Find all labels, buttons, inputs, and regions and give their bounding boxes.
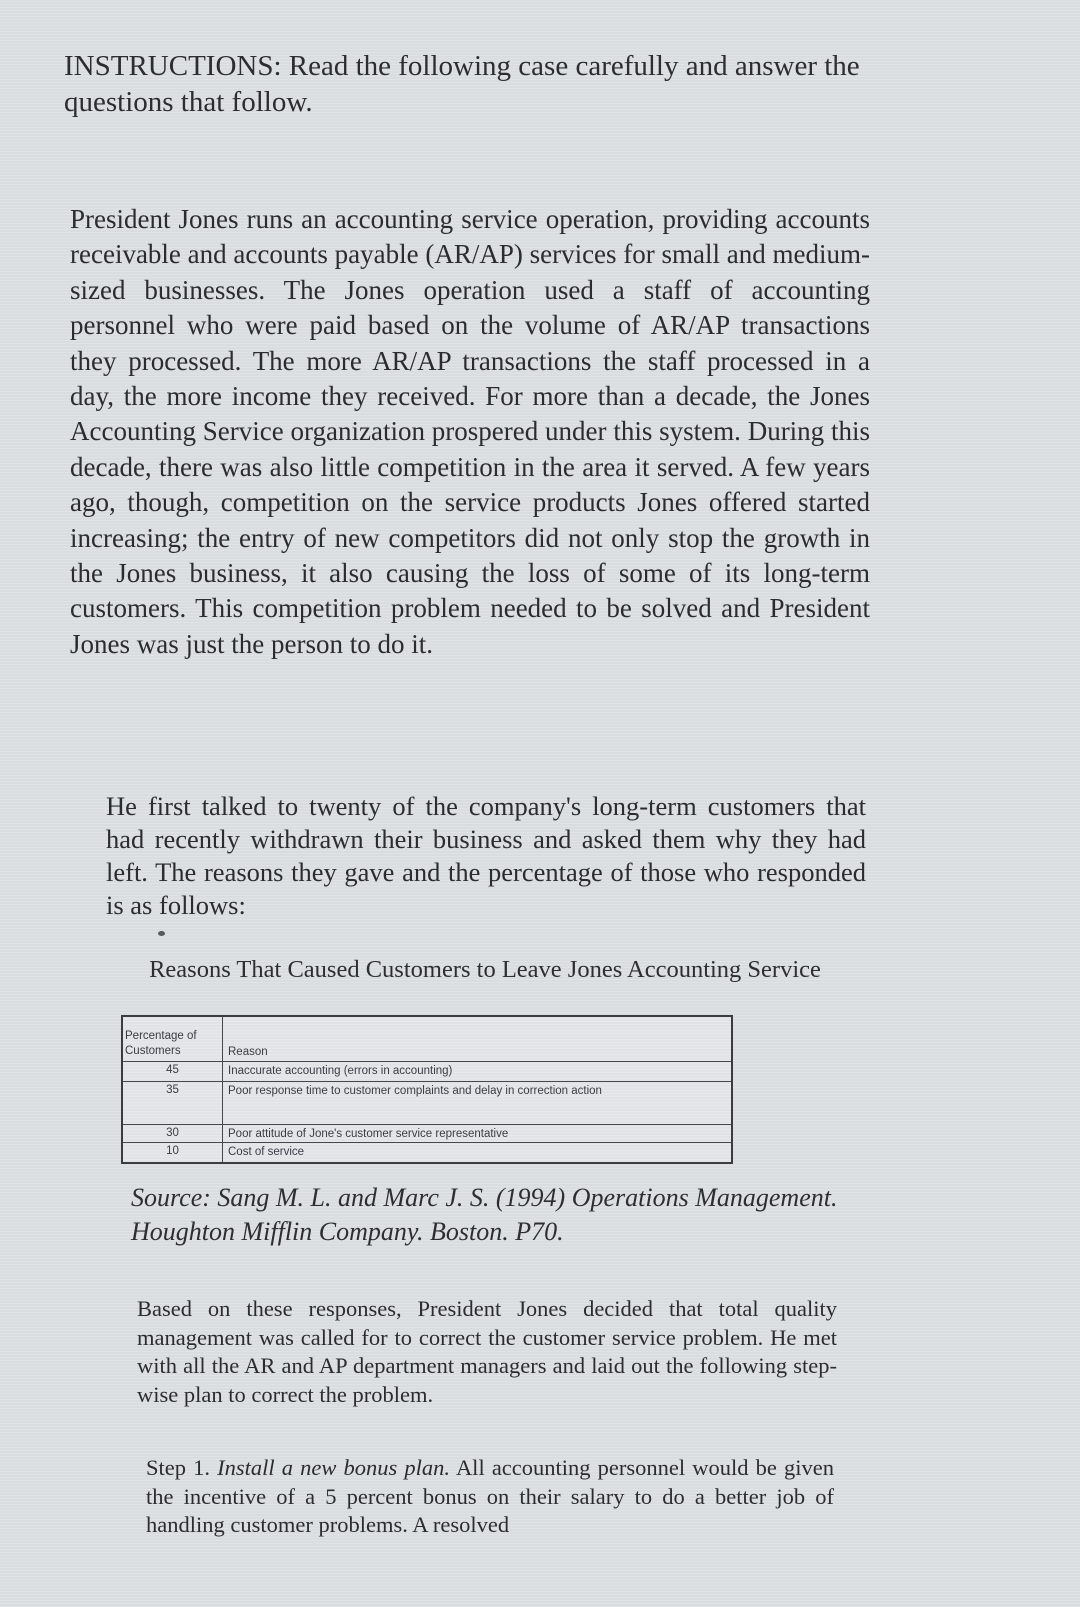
table-title: Reasons That Caused Customers to Leave Jones Accounting Service <box>149 956 821 983</box>
header-percentage: Percentage of Customers <box>123 1017 223 1061</box>
source-citation: Source: Sang M. L. and Marc J. S. (1994) Operations Management. Houghton Mifflin Company. Boston. P70. <box>131 1183 838 1246</box>
case-paragraph-1: President Jones runs an accounting service operation, providing accounts receivable and accounts payable (AR/AP) services for small and medium-sized businesses. The Jones operation used a staff of accounting personnel who were paid based on the volume of AR/AP transactions they processed. The more AR/AP transactions the staff processed in a day, the more income they received. For more than a decade, the Jones Accounting Service organization prospered under this system. During this decade, there was also little competition in the area it served. A few years ago, though, competition on the service products Jones offered started increasing; the entry of new competitors did not only stop the growth in the Jones business, it also causing the loss of some of its long-term customers. This competition problem needed to be solved and President Jones was just the person to do it. <box>70 204 870 659</box>
row-reason: Inaccurate accounting (errors in accounting) <box>228 1065 453 1077</box>
row-reason: Cost of service <box>228 1146 305 1158</box>
step-1-label: Step 1. <box>146 1455 211 1480</box>
row-percentage: 30 <box>123 1125 223 1142</box>
instructions-heading: INSTRUCTIONS: Read the following case carefully and answer the questions that follow. <box>64 50 860 118</box>
speck-mark <box>158 931 165 936</box>
row-percentage: 45 <box>123 1062 223 1081</box>
table-header-row <box>123 1017 731 1061</box>
row-reason: Poor attitude of Jone's customer service representative <box>228 1128 509 1140</box>
table-row <box>123 1124 731 1142</box>
row-percentage: 10 <box>123 1143 223 1162</box>
table-row <box>123 1142 731 1162</box>
step-1-title: Install a new bonus plan. <box>217 1455 451 1480</box>
case-paragraph-3: Based on these responses, President Jones decided that total quality management was called for to correct the customer service problem. He met with all the AR and AP department managers and laid out the following step-wise plan to correct the problem. <box>137 1296 837 1407</box>
step-1-text: All accounting personnel would be given the incentive of a 5 percent bonus on their salary to do a better job of handling customer problems. A resolved <box>146 1455 834 1537</box>
case-paragraph-2: He first talked to twenty of the company's long-term customers that had recently withdrawn their business and asked them why they had left. The reasons they gave and the percentage of those who responded is as follows: <box>106 791 866 920</box>
row-percentage: 35 <box>123 1082 223 1124</box>
step-1-paragraph <box>146 1454 834 1540</box>
table-row <box>123 1061 731 1081</box>
table-row <box>123 1081 731 1124</box>
header-reason: Reason <box>228 1046 268 1058</box>
row-reason: Poor response time to customer complaints and delay in correction action <box>228 1085 602 1097</box>
reasons-table <box>121 1015 733 1164</box>
